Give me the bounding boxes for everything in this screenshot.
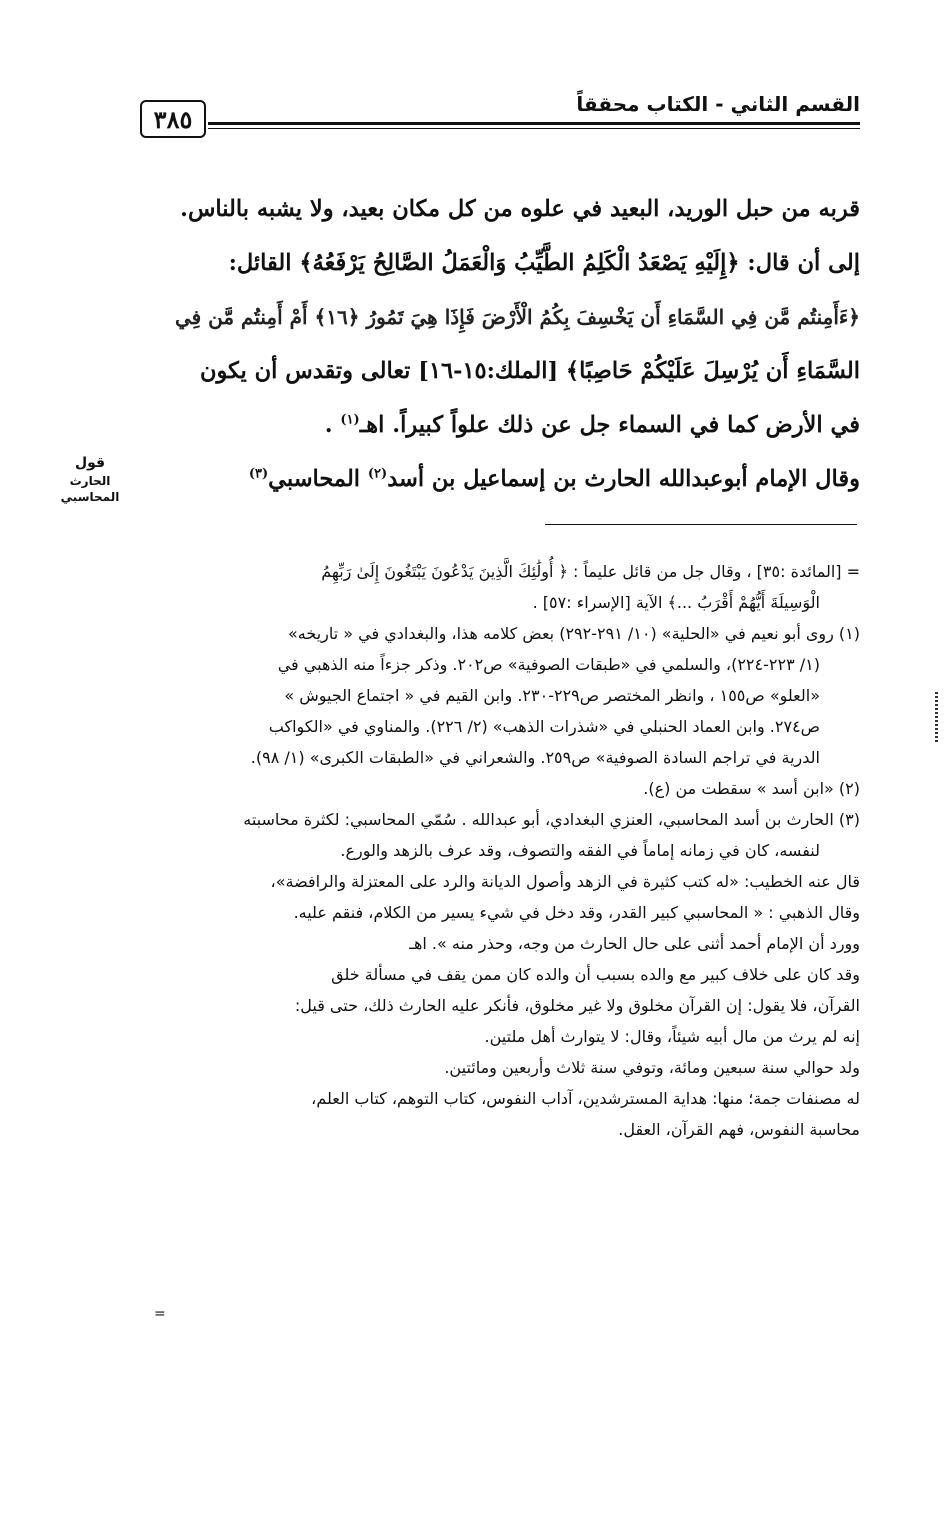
margin-heading (40, 454, 140, 505)
scan-margin-mark (935, 692, 938, 742)
header-rule-thin (208, 128, 860, 129)
header-rule-thick (208, 122, 860, 125)
footnote-line: ص٢٧٤. وابن العماد الحنبلي في «شذرات الذهب» (٢/ ٢٢٦). والمناوي في «الكواكب (268, 717, 820, 736)
footnote-line: وقد كان على خلاف كبير مع والده بسبب أن والده كان ممن يقف في مسألة خلق (331, 965, 860, 984)
main-line-text: قربه من حبل الوريد، البعيد في علوه من كل مكان بعيد، ولا يشبه بالناس. (180, 196, 860, 222)
footnote-ref: (٢) (367, 466, 388, 482)
footnote-line: (١/ ٢٢٣-٢٢٤)، والسلمي في «طبقات الصوفية» ص٢٠٢. وذكر جزءاً منه الذهبي في (277, 655, 820, 674)
main-line-text: وقال الإمام أبوعبدالله الحارث بن إسماعيل بن أسد (387, 466, 860, 492)
footnote-line: (٣) الحارث بن أسد المحاسبي، العنزي البغدادي، أبو عبدالله . سُمّي المحاسبي: لكثرة محاسبته (243, 810, 860, 829)
footnote-line: الدرية في تراجم السادة الصوفية» ص٢٥٩. والشعراني في «الطبقات الكبرى» (١/ ٩٨). (250, 748, 820, 767)
footnote-line: وقال الذهبي : « المحاسبي كبير القدر، وقد دخل في شيء يسير من الكلام، فنقم عليه. (293, 903, 860, 922)
footnote-ref: (١) (340, 412, 360, 428)
section-title: القسم الثاني - الكتاب محققاً (568, 92, 860, 116)
footnote-line: (١) روى أبو نعيم في «الحلية» (١٠/ ٢٩١-٢٩٢) بعض كلامه هذا، والبغدادي في « تاريخه» (288, 624, 860, 643)
main-line-text: في الأرض كما في السماء جل عن ذلك علواً كبيراً. اهـ (359, 412, 860, 438)
footnote-line: وورد أن الإمام أحمد أثنى على حال الحارث من وجه، وحذر منه ». اهـ (409, 934, 860, 953)
footnote-ref: (٣) (248, 466, 269, 482)
main-line (162, 290, 860, 344)
continuation-mark: = (154, 1306, 166, 1322)
footnotes (148, 556, 860, 1145)
main-line-text: ﴿ءَأَمِنتُم مَّن فِي السَّمَاءِ أَن يَخْسِفَ بِكُمُ الْأَرْضَ فَإِذَا هِيَ تَمُورُ ﴿١٦﴾ أَمْ أَمِنتُم مَّن فِي (174, 305, 860, 329)
main-line (162, 452, 860, 506)
footnote-line: «العلو» ص١٥٥ ، وانظر المختصر ص٢٢٩-٢٣٠. وابن القيم في « اجتماع الجيوش » (284, 686, 820, 705)
margin-heading-line: قول (74, 455, 106, 471)
main-line (162, 344, 860, 398)
footnote-line: القرآن، فلا يقول: إن القرآن مخلوق ولا غير مخلوق، فأنكر عليه الحارث ذلك، حتى قيل: (294, 996, 860, 1015)
main-line: في الأرض كما في السماء جل عن ذلك علواً كبيراً. اهـ$^{(١)}$ . (324, 412, 860, 438)
footnote-line: محاسبة النفوس، فهم القرآن، العقل. (618, 1120, 860, 1139)
footnote-separator (545, 524, 857, 525)
footnote-line: = [المائدة :٣٥] ، وقال جل من قائل عليماً : ﴿ أُولَٰئِكَ الَّذِينَ يَدْعُونَ يَبْتَغُونَ إِلَىٰ رَبِّهِمُ (321, 562, 860, 581)
margin-heading-line: المحاسبي (60, 490, 120, 505)
main-line-text: إلى أن قال: ﴿إِلَيْهِ يَصْعَدُ الْكَلِمُ الطَّيِّبُ وَالْعَمَلُ الصَّالِحُ يَرْفَعُهُ﴾ القائل: (228, 250, 860, 276)
main-text (162, 182, 860, 506)
footnote-line: لنفسه، كان في زمانه إماماً في الفقه والتصوف، وقد عرف بالزهد والورع. (340, 841, 820, 860)
footnote-line: الْوَسِيلَةَ أَيُّهُمْ أَقْرَبُ ...﴾ الآية [الإسراء :٥٧] . (532, 593, 820, 612)
footnote-line: قال عنه الخطيب: «له كتب كثيرة في الزهد وأصول الديانة والرد على المعتزلة والرافضة»، (270, 872, 860, 891)
footnote-line: ولد حوالي سنة سبعين ومائة، وتوفي سنة ثلاث وأربعين ومائتين. (444, 1058, 860, 1077)
main-line-text: المحاسبي (268, 466, 361, 492)
footnote-line: إنه لم يرث من مال أبيه شيئاً، وقال: لا يتوارث أهل ملتين. (484, 1027, 860, 1046)
main-line-text: السَّمَاءِ أَن يُرْسِلَ عَلَيْكُمْ حَاصِبًا﴾ [الملك:١٥-١٦] تعالى وتقدس أن يكون (199, 358, 860, 384)
footnote-line: (٢) «ابن أسد » سقطت من (ع). (643, 779, 860, 798)
page-number: ٣٨٥ (140, 100, 206, 138)
margin-heading-line: الحارث (69, 473, 111, 488)
main-line (162, 236, 860, 290)
main-line (162, 182, 860, 236)
footnote-line: له مصنفات جمة؛ منها: هداية المسترشدين، آداب النفوس، كتاب التوهم، كتاب العلم، (311, 1089, 860, 1108)
page-header (140, 92, 860, 136)
